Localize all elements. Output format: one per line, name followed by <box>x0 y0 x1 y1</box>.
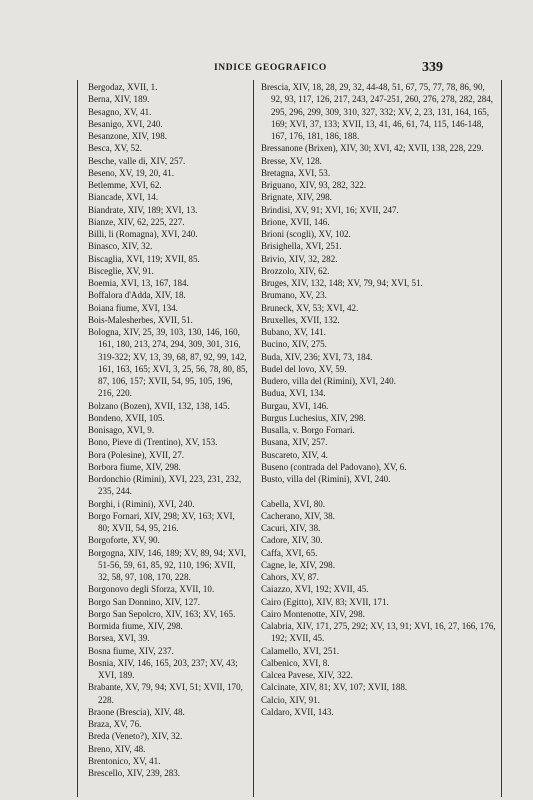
index-entry: Budel del lovo, XV, 59. <box>261 363 347 374</box>
column-rule-middle <box>253 80 254 797</box>
index-entry: Borgogna, XIV, 146, 189; XV, 89, 94; XVI, 51-56, 59, 61, 85, 92, 110, 196; XVII, 32, 58, 97, 108, 170, 228. <box>88 547 247 582</box>
index-entry: Borgonovo degli Sforza, XVII, 10. <box>88 584 215 595</box>
index-entry: Beseno, XV, 19, 20, 41. <box>88 167 175 178</box>
index-entry: Bressanone (Brixen), XIV, 30; XVI, 42; XVII, 138, 228, 229. <box>261 143 484 154</box>
index-entry: Bruxelles, XVII, 132. <box>261 314 340 325</box>
index-entry: Budua, XVI, 134. <box>261 388 326 399</box>
index-column-left <box>88 81 248 779</box>
section-gap <box>261 485 497 497</box>
index-entry: Brione, XVII, 146. <box>261 216 330 227</box>
index-entry: Brentonico, XV, 41. <box>88 755 161 766</box>
index-entry: Cacuri, XIV, 38. <box>261 523 321 534</box>
column-rule-left <box>77 80 78 797</box>
index-entry: Calabria, XIV, 171, 275, 292; XV, 13, 91; XVI, 16, 27, 166, 176, 192; XVII, 45. <box>261 621 496 644</box>
running-header: INDICE GEOGRAFICO <box>214 63 327 73</box>
index-entry: Cagne, le, XIV, 298. <box>261 559 335 570</box>
index-entry: Bordonchio (Rimini), XVI, 223, 231, 232, 235, 244. <box>88 474 242 497</box>
index-entry: Bois-Malesherbes, XVII, 51. <box>88 314 193 325</box>
index-entry: Bruneck, XV, 53; XVI, 42. <box>261 302 359 313</box>
index-entry: Besche, valle di, XIV, 257. <box>88 155 186 166</box>
index-entry: Braza, XV, 76. <box>88 719 142 729</box>
index-entry: Borsea, XVI, 39. <box>88 633 150 644</box>
index-entry: Cacherano, XIV, 38. <box>261 510 335 521</box>
index-entry: Buscareto, XIV, 4. <box>261 449 328 460</box>
index-entry: Brisighella, XVI, 251. <box>261 241 342 252</box>
index-entry: Burgus Luchesius, XIV, 298. <box>261 412 366 423</box>
index-entry: Bisceglie, XV, 91. <box>88 265 154 276</box>
index-entry: Betlemme, XVI, 62. <box>88 180 162 190</box>
index-entry: Borgoforte, XV, 90. <box>88 535 160 546</box>
index-entry: Bologna, XIV, 25, 39, 103, 130, 146, 160, 161, 180, 213, 274, 294, 309, 301, 316, 319-322; XV, 13, 39, 68, 87, 92, 99, 142, 161, 163, 165; XVI, 3, 25, 56, 78, 80, 85, 87, 106, 157; XVII, 54, 95, 105, 196, 216, 220. <box>88 327 248 399</box>
index-entry: Breno, XIV, 48. <box>88 743 146 754</box>
index-entry: Calbenico, XVI, 8. <box>261 657 330 668</box>
index-entry: Borghi, i (Rimini), XVI, 240. <box>88 498 195 509</box>
index-entry: Cairo (Egitto), XIV, 83; XVII, 171. <box>261 596 389 607</box>
index-entry: Biancade, XVI, 14. <box>88 192 159 203</box>
index-entry: Briguano, XIV, 93, 282, 322. <box>261 180 367 190</box>
index-entry: Caldaro, XVII, 143. <box>261 706 334 717</box>
index-entry: Brioni (scogli), XV, 102. <box>261 229 351 239</box>
index-column-right <box>261 81 497 718</box>
column-rule-right <box>501 80 502 797</box>
index-entry: Berna, XIV, 189. <box>88 94 150 105</box>
index-entry: Binasco, XIV, 32. <box>88 241 153 252</box>
index-entry: Calamello, XVI, 251. <box>261 645 340 656</box>
index-entry: Bianze, XIV, 62, 225, 227. <box>88 216 185 227</box>
index-entry: Bretagna, XVI, 53. <box>261 167 331 178</box>
index-entry: Borgo San Sepolcro, XIV, 163; XV, 165. <box>88 608 236 619</box>
index-entry: Brescello, XIV, 239, 283. <box>88 768 181 778</box>
index-entry: Brumano, XV, 23. <box>261 290 327 301</box>
index-entry: Bolzano (Bozen), XVII, 132, 138, 145. <box>88 400 230 411</box>
index-entry: Besca, XV, 52. <box>88 143 142 154</box>
index-entry: Boiana fiume, XVI, 134. <box>88 302 178 313</box>
index-entry: Brignate, XIV, 298. <box>261 192 332 203</box>
index-entry: Bubano, XV, 141. <box>261 327 326 337</box>
index-entry: Brescia, XIV, 18, 28, 29, 32, 44-48, 51, 67, 75, 77, 78, 86, 90, 92, 93, 117, 126, 217, 243, 247-251, 260, 276, 278, 282, 284, 295, 296, 299, 309, 310, 327, 332; XV, 2, 23, 131, 164, 165, 169; XVI, 37, 133; XVII, 13, 41, 46, 61, 74, 115, 146-148, 167, 176, 181, 186, 188. <box>261 82 494 141</box>
index-entry: Calcio, XIV, 91. <box>261 694 320 705</box>
index-entry: Braone (Brescia), XIV, 48. <box>88 706 185 717</box>
index-entry: Billi, li (Romagna), XVI, 240. <box>88 229 198 239</box>
index-entry: Brivio, XIV, 32, 282. <box>261 253 338 264</box>
index-entry: Cadore, XIV, 30. <box>261 535 323 546</box>
index-entry: Brabante, XV, 79, 94; XVI, 51; XVII, 170, 228. <box>88 682 243 705</box>
index-entry: Bergodaz, XVII, 1. <box>88 82 158 92</box>
index-entry: Burgau, XVI, 146. <box>261 400 329 411</box>
index-entry: Cahors, XV, 87. <box>261 572 319 583</box>
index-entry: Brozzolo, XIV, 62. <box>261 265 330 276</box>
index-entry: Caffa, XVI, 65. <box>261 547 318 558</box>
index-entry: Buda, XIV, 236; XVI, 73, 184. <box>261 351 373 362</box>
index-entry: Bora (Polesine), XVII, 27. <box>88 449 184 460</box>
index-entry: Bormida fiume, XIV, 298. <box>88 621 183 631</box>
index-entry: Bondeno, XVII, 105. <box>88 412 165 423</box>
index-entry: Busana, XIV, 257. <box>261 437 328 448</box>
index-entry: Buseno (contrada del Padovano), XV, 6. <box>261 461 407 472</box>
index-entry: Besagno, XV, 41. <box>88 106 152 117</box>
index-entry: Boffalora d'Adda, XIV, 18. <box>88 290 186 301</box>
index-entry: Budero, villa del (Rimini), XVI, 240. <box>261 376 396 386</box>
index-entry: Calcea Pavese, XIV, 322. <box>261 670 353 681</box>
index-entry: Besanigo, XVI, 240. <box>88 118 163 129</box>
index-entry: Borgo Fornari, XIV, 298; XV, 163; XVI, 80; XVII, 54, 95, 216. <box>88 510 235 533</box>
index-entry: Biscaglia, XVI, 119; XVII, 85. <box>88 253 200 264</box>
index-entry: Breda (Veneto?), XIV, 32. <box>88 731 183 742</box>
index-entry: Busalla, v. Borgo Fornari. <box>261 425 355 435</box>
index-entry: Calcinate, XIV, 81; XV, 107; XVII, 188. <box>261 682 408 693</box>
index-entry: Cairo Montenotte, XIV, 298. <box>261 608 365 619</box>
index-entry: Boemia, XVI, 13, 167, 184. <box>88 278 189 288</box>
index-entry: Bosna fiume, XIV, 237. <box>88 645 174 656</box>
index-entry: Biandrate, XIV, 189; XVI, 13. <box>88 204 198 215</box>
index-entry: Borgo San Donnino, XIV, 127. <box>88 596 201 607</box>
index-entry: Busto, villa del (Rimini), XVI, 240. <box>261 474 391 484</box>
index-entry: Bonisago, XVI, 9. <box>88 425 155 435</box>
index-entry: Bosnia, XIV, 146, 165, 203, 237; XV, 43; XVI, 189. <box>88 657 238 680</box>
index-entry: Brindisi, XV, 91; XVI, 16; XVII, 247. <box>261 204 399 215</box>
index-entry: Bucino, XIV, 275. <box>261 339 327 350</box>
index-entry: Besanzone, XIV, 198. <box>88 131 167 141</box>
index-entry: Cabella, XVI, 80. <box>261 498 326 509</box>
index-entry: Caiazzo, XVI, 192; XVII, 45. <box>261 584 369 595</box>
index-entry: Bono, Pieve di (Trentino), XV, 153. <box>88 437 218 448</box>
index-entry: Borbora fiume, XIV, 298. <box>88 461 181 472</box>
index-entry: Bruges, XIV, 132, 148; XV, 79, 94; XVI, 51. <box>261 278 423 288</box>
index-entry: Bresse, XV, 128. <box>261 155 322 166</box>
page-number: 339 <box>422 60 443 75</box>
